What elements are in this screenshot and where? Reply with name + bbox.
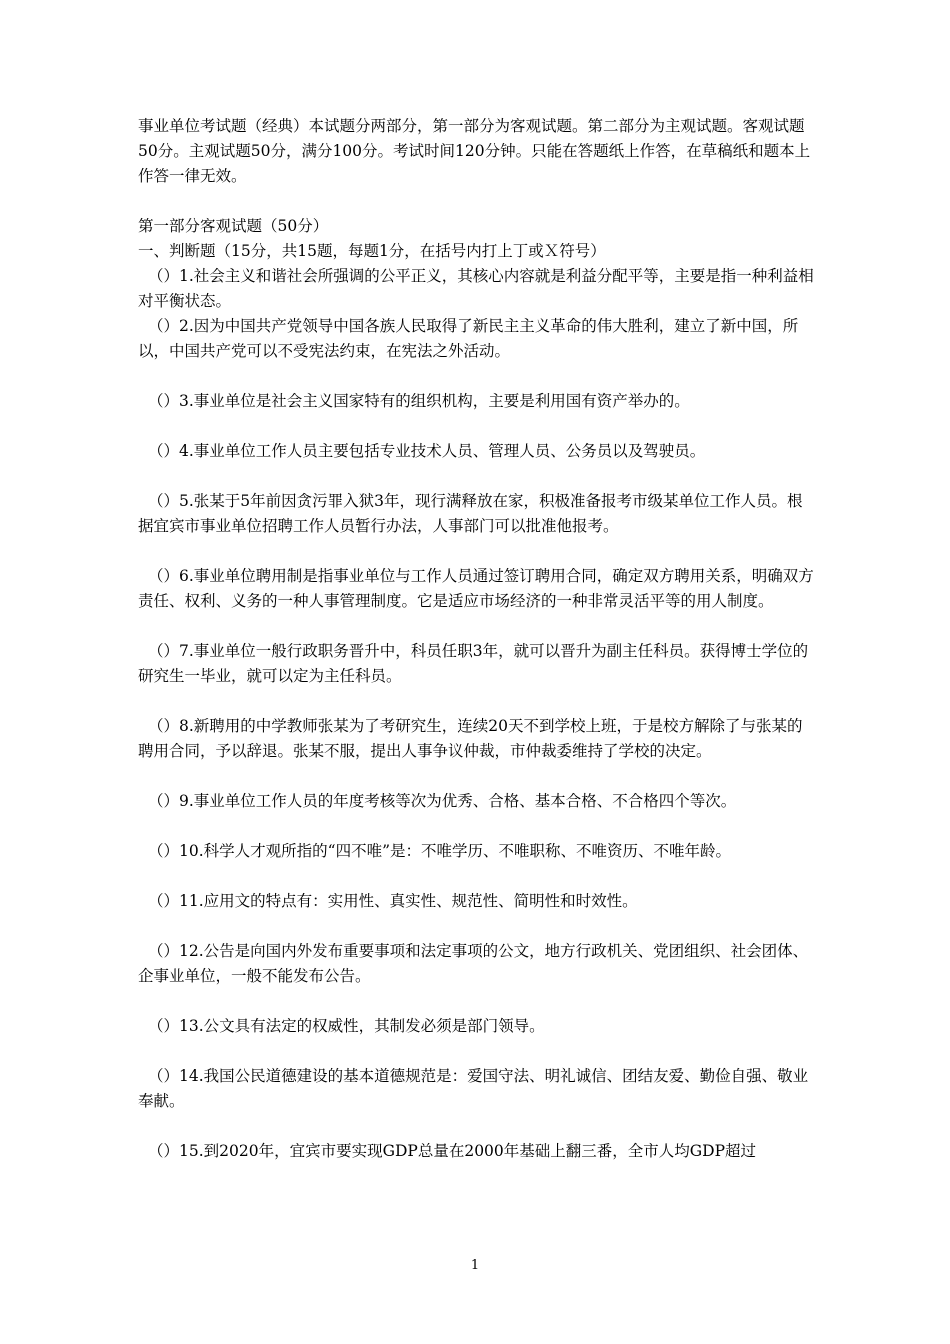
question-item-15: （）15.到2020年，宜宾市要实现GDP总量在2000年基础上翻三番，全市人均GDP超过 — [148, 1142, 757, 1160]
question-item-5: （）5.张某于5年前因贪污罪入狱3年，现行满释放在家，积极准备报考市级某单位工作人员。根据宜宾市事业单位招聘工作人员暂行办法，人事部门可以批准他报考。 — [138, 492, 803, 535]
question-item-8: （）8.新聘用的中学教师张某为了考研究生，连续20天不到学校上班，于是校方解除了与张某的聘用合同，予以辞退。张某不服，提出人事争议仲裁，市仲裁委维持了学校的决定。 — [138, 717, 803, 760]
question-item-2: （）2.因为中国共产党领导中国各族人民取得了新民主主义革命的伟大胜利，建立了新中国，所以，中国共产党可以不受宪法约束，在宪法之外活动。 — [138, 317, 799, 360]
question-item-10: （）10.科学人才观所指的“四不唯”是：不唯学历、不唯职称、不唯资历、不唯年龄。 — [148, 842, 732, 860]
page-content — [138, 114, 816, 1164]
question-item-9: （）9.事业单位工作人员的年度考核等次为优秀、合格、基本合格、不合格四个等次。 — [148, 792, 737, 810]
question-item-3: （）3.事业单位是社会主义国家特有的组织机构，主要是利用国有资产举办的。 — [148, 392, 690, 410]
question-item-7: （）7.事业单位一般行政职务晋升中，科员任职3年，就可以晋升为副主任科员。获得博士学位的研究生一毕业，就可以定为主任科员。 — [138, 642, 809, 685]
intro-paragraph: 事业单位考试题（经典）本试题分两部分，第一部分为客观试题。第二部分为主观试题。客观试题50分。主观试题50分，满分100分。考试时间120分钟。只能在答题纸上作答，在草稿纸和题本上作答一律无效。 — [138, 117, 811, 185]
question-item-11: （）11.应用文的特点有：实用性、真实性、规范性、简明性和时效性。 — [148, 892, 638, 910]
question-item-12: （）12.公告是向国内外发布重要事项和法定事项的公文，地方行政机关、党团组织、社会团体、企事业单位，一般不能发布公告。 — [138, 942, 809, 985]
question-item-1: （）1.社会主义和谐社会所强调的公平正义，其核心内容就是利益分配平等，主要是指一种利益相对平衡状态。 — [138, 267, 814, 310]
question-item-14: （）14.我国公民道德建设的基本道德规范是：爱国守法、明礼诚信、团结友爱、勤俭自强、敬业奉献。 — [138, 1067, 809, 1110]
question-item-13: （）13.公文具有法定的权威性，其制发必须是部门领导。 — [148, 1017, 545, 1035]
question-item-6: （）6.事业单位聘用制是指事业单位与工作人员通过签订聘用合同，确定双方聘用关系，明确双方责任、权利、义务的一种人事管理制度。它是适应市场经济的一种非常灵活平等的用人制度。 — [138, 567, 814, 610]
section-title: 一、判断题（15分，共15题，每题1分，在括号内打上丁或Ｘ符号） — [138, 242, 606, 260]
question-item-4: （）4.事业单位工作人员主要包括专业技术人员、管理人员、公务员以及驾驶员。 — [148, 442, 706, 460]
page-number: 1 — [470, 1258, 480, 1273]
part-title: 第一部分客观试题（50分） — [138, 217, 329, 235]
